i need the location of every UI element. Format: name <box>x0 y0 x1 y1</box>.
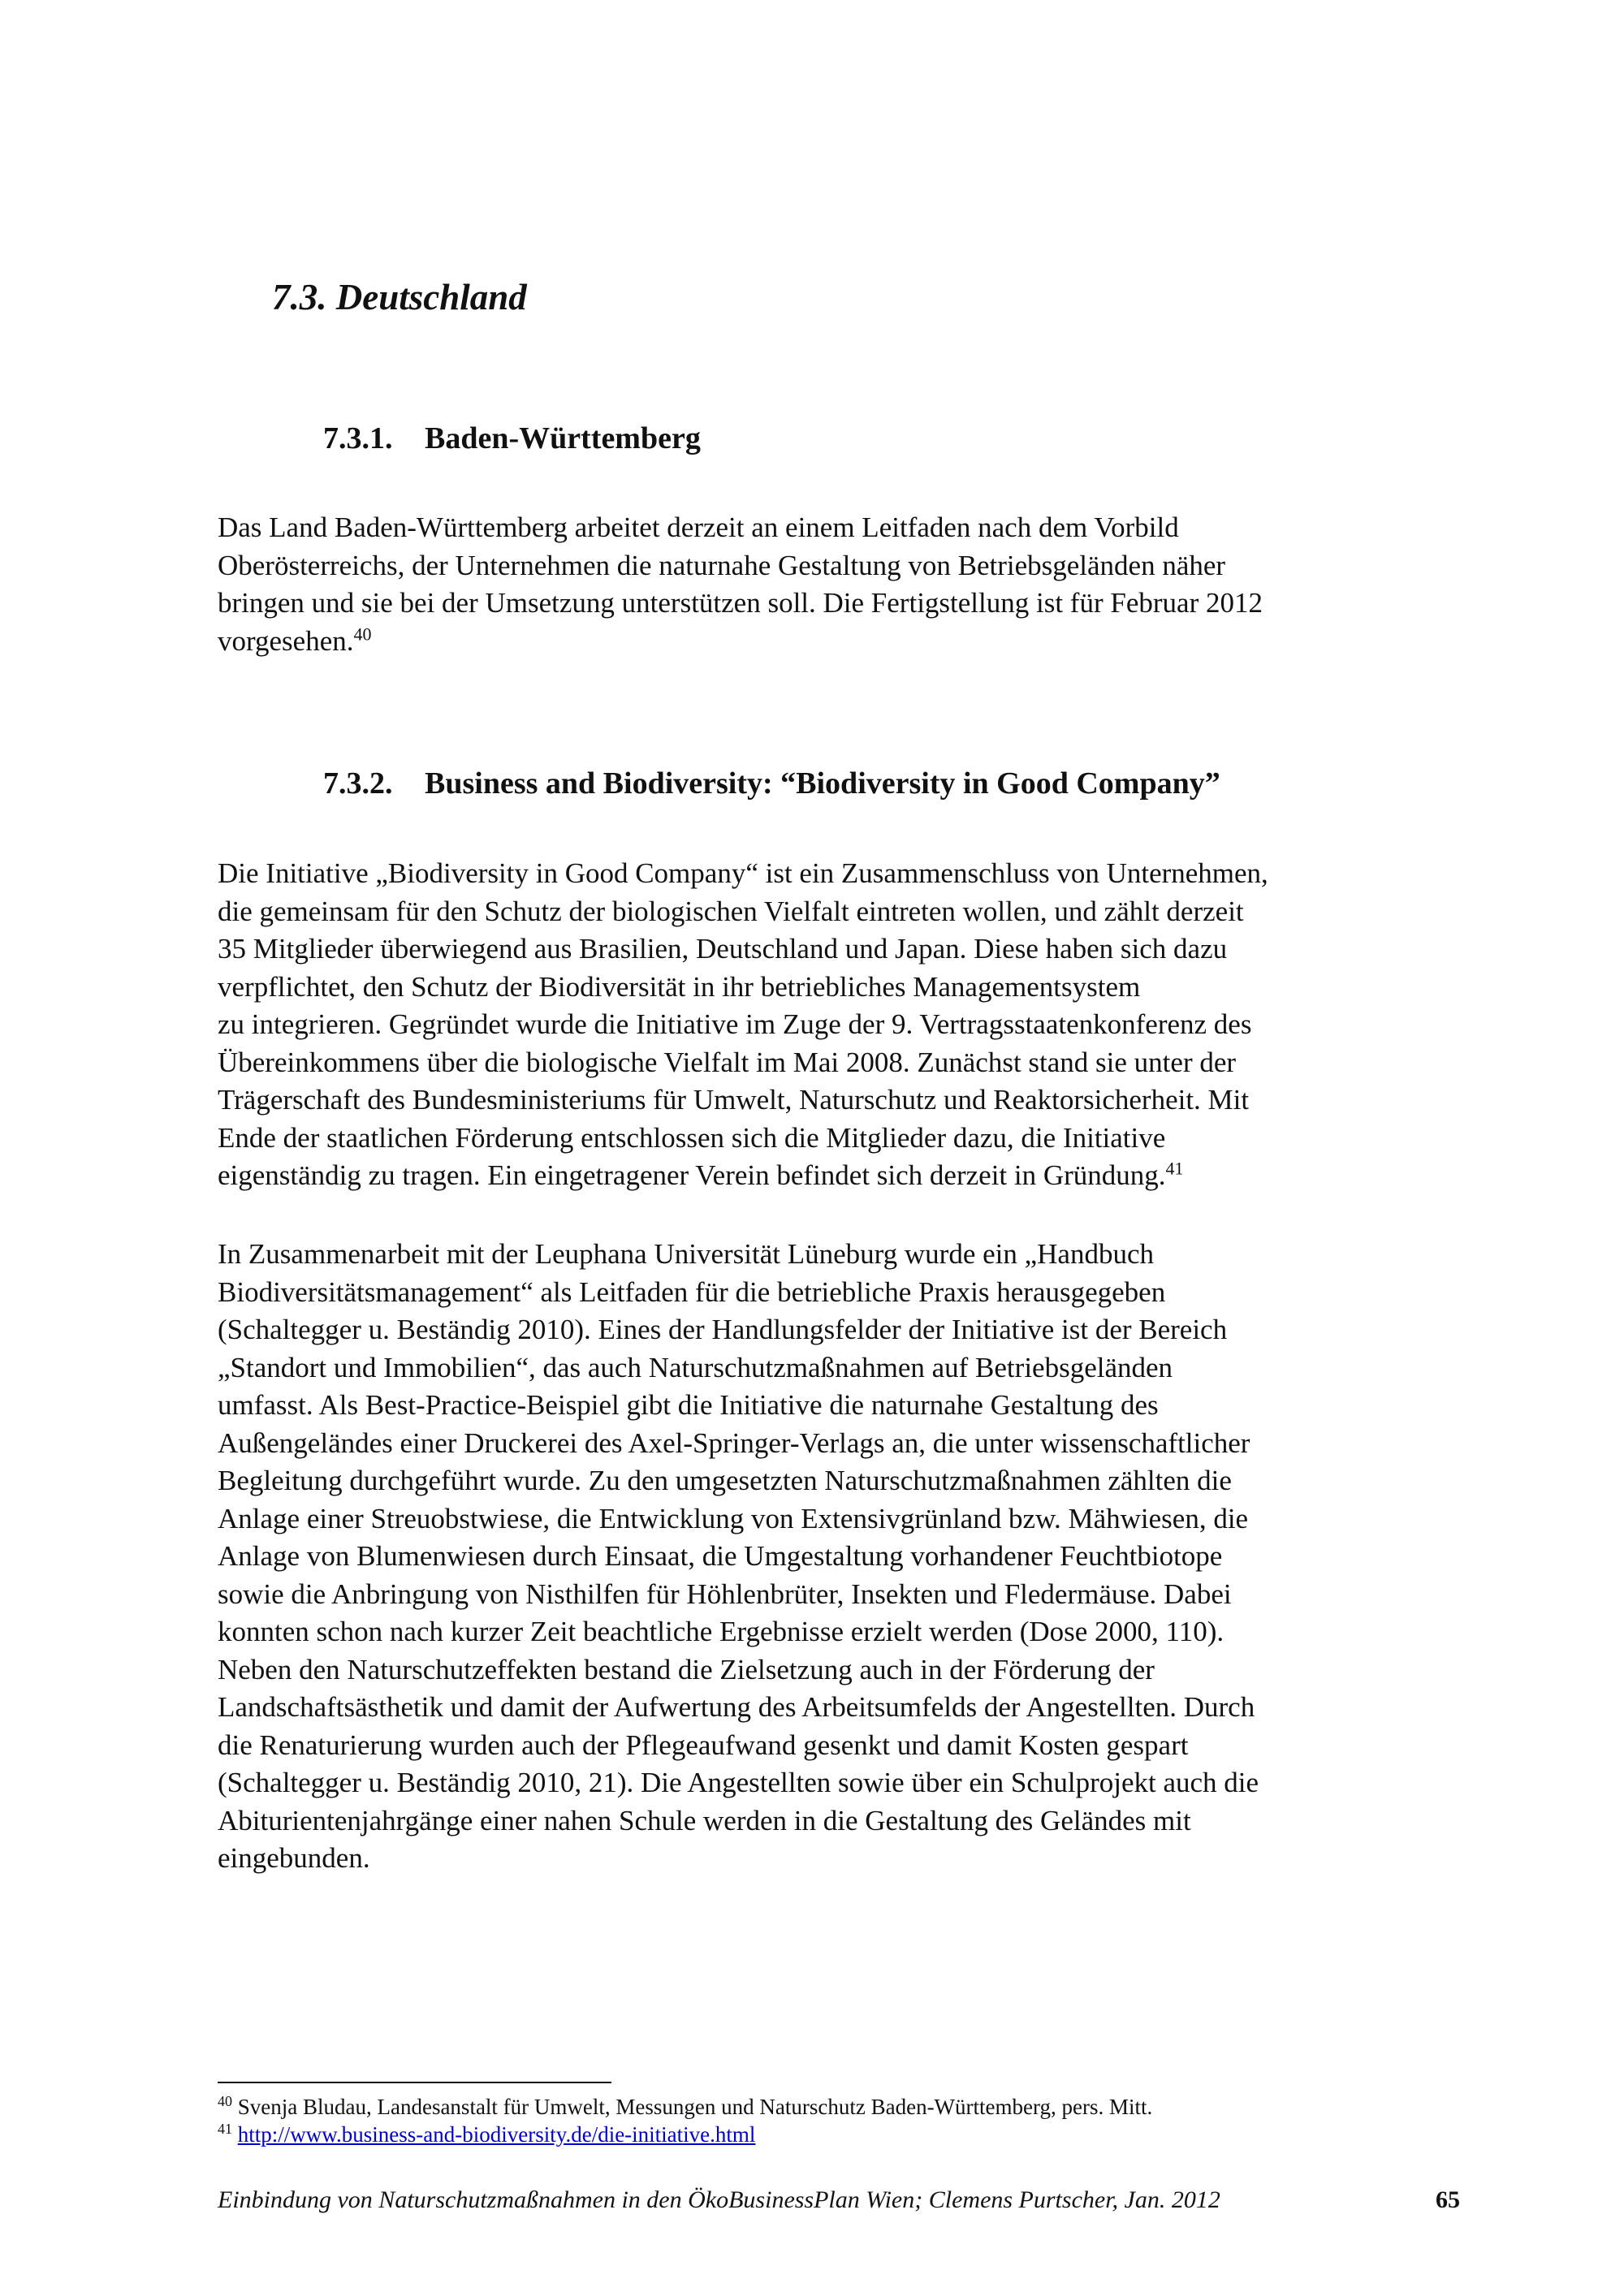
text-line: bringen und sie bei der Umsetzung unterstützen soll. Die Fertigstellung ist für Februar 2012 <box>218 587 1263 619</box>
text-line: Oberösterreichs, der Unternehmen die naturnahe Gestaltung von Betriebsgeländen näher <box>218 549 1226 581</box>
text-line: (Schaltegger u. Beständig 2010). Eines der Handlungsfelder der Initiative ist der Bereich <box>218 1314 1228 1345</box>
text-line <box>218 623 1452 661</box>
footer-text: Einbindung von Naturschutzmaßnahmen in den ÖkoBusinessPlan Wien; Clemens Purtscher, Jan. 2012 <box>218 2186 1220 2213</box>
text-line: zu integrieren. Gegründet wurde die Initiative im Zuge der 9. Vertragsstaatenkonferenz des <box>218 1008 1252 1040</box>
subsection-number: 7.3.1. <box>323 421 393 455</box>
text-line: 35 Mitglieder überwiegend aus Brasilien, Deutschland und Japan. Diese haben sich dazu <box>218 933 1228 965</box>
text-line: (Schaltegger u. Beständig 2010, 21). Die Angestellten sowie über ein Schulprojekt auch die <box>218 1767 1259 1798</box>
text-line: umfasst. Als Best-Practice-Beispiel gibt die Initiative die naturnahe Gestaltung des <box>218 1389 1159 1421</box>
text-line: „Standort und Immobilien“, das auch Naturschutzmaßnahmen auf Betriebsgeländen <box>218 1351 1173 1383</box>
text-line: Das Land Baden-Württemberg arbeitet derzeit an einem Leitfaden nach dem Vorbild <box>218 511 1179 543</box>
text-line: eingebunden. <box>218 1842 370 1874</box>
text-line: In Zusammenarbeit mit der Leuphana Universität Lüneburg wurde ein „Handbuch <box>218 1238 1155 1270</box>
text-line: verpflichtet, den Schutz der Biodiversität in ihr betriebliches Managementsystem <box>218 970 1141 1003</box>
text-line: die gemeinsam für den Schutz der biologischen Vielfalt eintreten wollen, und zählt derzeit <box>218 895 1244 927</box>
text-line: sowie die Anbringung von Nisthilfen für Höhlenbrüter, Insekten und Fledermäuse. Dabei <box>218 1577 1232 1610</box>
subsection-title: Baden-Württemberg <box>425 421 701 455</box>
subsection-number: 7.3.2. <box>323 766 393 801</box>
paragraph-initiative <box>218 855 1452 1195</box>
text-line: Die Initiative „Biodiversity in Good Company“ ist ein Zusammenschluss von Unternehmen, <box>218 857 1268 889</box>
paragraph-baden-wuerttemberg <box>218 509 1452 660</box>
text-line: Begleitung durchgeführt wurde. Zu den umgesetzten Naturschutzmaßnahmen zählten die <box>218 1465 1232 1496</box>
text-line: die Renaturierung wurden auch der Pflegeaufwand gesenkt und damit Kosten gespart <box>218 1728 1189 1761</box>
text-line <box>218 1157 1452 1195</box>
footnote-41 <box>218 2121 1436 2148</box>
page-number: 65 <box>1436 2186 1460 2213</box>
footnote-text: Svenja Bludau, Landesanstalt für Umwelt, Messungen und Naturschutz Baden-Württemberg, pers. Mitt. <box>237 2095 1153 2119</box>
footnote-marker: 41 <box>218 2121 232 2137</box>
text-line-content: eigenständig zu tragen. Ein eingetragener Verein befindet sich derzeit in Gründung. <box>218 1159 1166 1191</box>
text-line-content: vorgesehen. <box>218 624 354 657</box>
text-line: Neben den Naturschutzeffekten bestand die Zielsetzung auch in der Förderung der <box>218 1653 1155 1685</box>
footnote-separator <box>218 2082 611 2083</box>
text-line: Außengeländes einer Druckerei des Axel-Springer-Verlags an, die unter wissenschaftlicher <box>218 1426 1250 1459</box>
subsection-heading-business-biodiversity <box>323 766 1220 801</box>
text-line: konnten schon nach kurzer Zeit beachtliche Ergebnisse erzielt werden (Dose 2000, 110). <box>218 1616 1224 1647</box>
text-line: Anlage einer Streuobstwiese, die Entwicklung von Extensivgrünland bzw. Mähwiesen, die <box>218 1502 1249 1534</box>
section-heading: 7.3. Deutschland <box>272 277 527 317</box>
footnote-reference[interactable]: 40 <box>353 623 372 644</box>
text-line: Biodiversitätsmanagement“ als Leitfaden für die betriebliche Praxis herausgegeben <box>218 1275 1166 1308</box>
footnote-link[interactable]: http://www.business-and-biodiversity.de/die-initiative.html <box>237 2122 756 2147</box>
text-line: Ende der staatlichen Förderung entschlossen sich die Mitglieder dazu, die Initiative <box>218 1121 1166 1154</box>
paragraph-handbuch <box>218 1236 1452 1878</box>
text-line: Landschaftsästhetik und damit der Aufwertung des Arbeitsumfelds der Angestellten. Durch <box>218 1691 1255 1723</box>
text-line: Trägerschaft des Bundesministeriums für Umwelt, Naturschutz und Reaktorsicherheit. Mit <box>218 1084 1250 1116</box>
footnote-marker: 40 <box>218 2093 232 2109</box>
text-line: Übereinkommens über die biologische Vielfalt im Mai 2008. Zunächst stand sie unter der <box>218 1046 1237 1078</box>
footnote-40 <box>218 2093 1436 2121</box>
text-line: Abiturientenjahrgänge einer nahen Schule werden in die Gestaltung des Geländes mit <box>218 1804 1191 1836</box>
subsection-heading-baden-wuerttemberg <box>323 421 701 456</box>
footnote-reference[interactable]: 41 <box>1165 1158 1184 1179</box>
subsection-title: Business and Biodiversity: “Biodiversity in Good Company” <box>425 766 1220 801</box>
text-line: Anlage von Blumenwiesen durch Einsaat, die Umgestaltung vorhandener Feuchtbiotope <box>218 1540 1223 1572</box>
